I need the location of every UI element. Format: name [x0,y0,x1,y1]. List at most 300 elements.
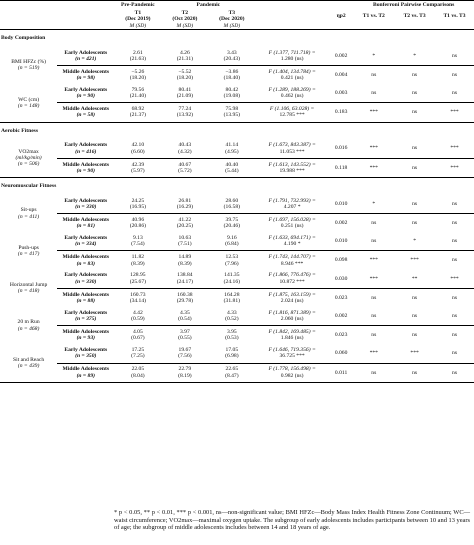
t2-cell [161,214,208,233]
f-value: 1.280 (ns) [280,55,304,62]
section-row [0,29,474,47]
f-stat-cell [255,65,329,84]
t1-t3-cell: ns [435,214,474,233]
t2-sd: (21.31) [176,55,193,62]
measure-n: (n = 411) [18,213,40,220]
t3-sd: (7.96) [225,260,239,267]
msd-label: M (SD) [223,22,241,29]
t2-t3-cell: ns [394,363,435,382]
t1-t2-cell: * [372,200,376,207]
t1-t3-cell: ns [452,52,458,59]
t1-header: T1 (Dec 2019) [125,10,151,23]
f-stat: F (1.673, 843.387) = [268,142,316,149]
measure-n: (n = 519) [17,65,40,72]
f-value: 12.785 *** [279,112,305,119]
t3-sd: (4.95) [225,148,239,155]
table-row [0,47,474,66]
msd-label: M (SD) [129,22,147,29]
t1-t3-cell: *** [450,145,459,152]
t2-mean: 80.41 [178,86,192,93]
t1-mean: 68.92 [131,106,145,113]
group-label [57,251,114,270]
table-row [0,288,474,307]
t3-mean: 164.28 [224,291,240,298]
f-stat-cell [255,251,329,270]
f-stat: F (1.816, 871.389) = [268,309,316,316]
f-value: 11.053 *** [279,148,305,155]
eta-cell: 0.002 [329,214,354,233]
t2-t3-cell: *** [394,251,435,270]
f-stat: F (1.791, 732.993) = [268,197,316,204]
t2-cell [161,158,208,177]
t1-t3-cell: ns [452,90,458,97]
t3-cell [208,158,255,177]
f-value: 19.988 *** [279,167,305,174]
f-stat: F (1.613, 143.552) = [268,161,316,168]
group-name: Middle Adolescents [62,254,110,261]
t1-t3-cell: ns [435,288,474,307]
table-row [0,103,474,122]
t3-mean: 17.05 [225,347,239,354]
t2-cell [161,270,208,289]
t1-t3-cell: *** [450,275,459,282]
table-row [0,214,474,233]
t1-t2-cell: ns [353,363,394,382]
f-value: 36.725 *** [279,353,305,360]
table-row [0,344,474,363]
table-footnote: * p < 0.05, ** p < 0.01, *** p < 0.001, ns—non-significant value; BMI HFZc—Body Mass Index Health Fitness Zone Continuum; WC—waist circumference; VO2max—maximal oxygen uptake. The subgroup of early adolescents includes participants between 10 and 13 years of age; the subgroup of middle adolescents includes between 14 and 18 years of age. [114,509,470,532]
group-n: (n = 83) [76,260,95,267]
t1-mean: 4.05 [132,329,143,336]
t2-sd: (8.39) [178,260,192,267]
table-row [0,232,474,251]
t1-t2-cell: ns [371,238,377,245]
measure-n: (n = 506) [17,161,40,168]
eta-cell: 0.023 [329,326,354,345]
group-label [57,326,114,345]
t1-mean: 17.25 [131,347,145,354]
t1-t3-cell: ns [452,350,458,357]
t1-cell [114,140,161,159]
t2-t3-header: T2 vs. T3 [403,13,426,20]
t1-cell [114,288,161,307]
eta-cell: 0.023 [329,288,354,307]
t3-sd: (19.08) [223,93,240,100]
t1-sd: (8.39) [131,260,145,267]
section-title: Aerobic Fitness [0,122,474,140]
section-row [0,177,474,195]
measure-name: WC (cm) [18,96,40,103]
group-name: Early Adolescents [64,142,108,149]
table-row [0,270,474,289]
t1-mean: 24.25 [131,197,145,204]
group-n: (n = 330) [75,278,97,285]
group-n: (n = 98) [76,75,95,82]
section-title: Neuromuscular Fitness [0,177,474,195]
t1-t3-cell: ns [435,363,474,382]
group-label [57,195,114,214]
group-n: (n = 58) [76,112,95,119]
f-stat-cell [255,103,329,122]
t3-sd: (16.58) [223,203,240,210]
t3-mean: 39.75 [225,216,239,223]
t2-mean: 160.38 [177,291,193,298]
t3-cell [208,103,255,122]
t2-sd: (7.51) [178,241,192,248]
t1-cell [114,251,161,270]
f-stat-cell [255,158,329,177]
t3-cell [208,270,255,289]
f-value: 4.207 * [283,203,301,210]
t1-t3-cell: *** [435,158,474,177]
f-value: 2.024 (ns) [280,297,304,304]
t1-cell [114,307,161,326]
t3-sd: (13.95) [223,112,240,119]
t3-sd: (18.40) [223,75,240,82]
t3-sd: (20.43) [223,55,240,62]
t2-sd: (8.19) [178,372,192,379]
t1-mean: 9.13 [132,235,143,242]
t1-mean: 79.56 [131,86,145,93]
t2-mean: 4.26 [179,49,190,56]
t3-sd: (6.98) [225,353,239,360]
t3-sd: (20.46) [223,223,240,230]
t3-cell [208,84,255,103]
t2-mean: 3.97 [179,329,190,336]
t1-cell [114,270,161,289]
measure-name: 20 m Run [17,319,40,326]
t2-cell [161,326,208,345]
t3-mean: 141.35 [224,272,240,279]
t2-t3-cell: * [413,238,417,245]
t1-cell [114,158,161,177]
t1-t3-cell: ns [435,326,474,345]
t3-mean: 41.14 [225,142,239,149]
eta-cell: 0.010 [334,238,348,245]
t1-sd: (5.97) [131,167,145,174]
t1-mean: 40.96 [131,216,145,223]
t1-t2-cell: * [372,52,376,59]
group-name: Early Adolescents [64,309,108,316]
group-label [57,103,114,122]
f-stat: F (1.289, 188.269) = [268,86,316,93]
measure-n: (n = 148) [17,102,40,109]
group-n: (n = 334) [75,241,97,248]
t1-cell [114,84,161,103]
t3-cell [208,307,255,326]
t1-t2-cell: *** [369,350,378,357]
group-label [57,344,114,363]
f-stat-cell [255,47,329,66]
t2-mean: 26.81 [178,197,192,204]
bonferroni-header: Bonferroni Pairwise Comparisons [373,2,455,9]
t1-sd: (0.59) [131,316,145,323]
t3-sd: (8.47) [225,372,239,379]
t1-t2-header: T1 vs. T2 [362,13,385,20]
f-stat-cell [255,270,329,289]
f-stat-cell [255,363,329,382]
group-n: (n = 90) [76,93,95,100]
measure-label [0,47,57,84]
group-n: (n = 88) [76,297,95,304]
t1-mean: 11.82 [131,254,145,261]
t1-t2-cell: ns [353,288,394,307]
group-n: (n = 330) [75,203,97,210]
t1-sd: (34.14) [129,297,147,304]
f-stat: F (1.875, 163.159) = [268,291,316,298]
t3-cell [208,344,255,363]
t2-sd: (18.20) [176,75,193,82]
t3-mean: 3.43 [226,49,237,56]
t2-header: T2 (Oct 2020) [172,10,198,23]
t1-t2-cell: ns [371,90,377,97]
t1-t3-cell: ns [452,238,458,245]
t1-t2-cell: *** [353,158,394,177]
group-n: (n = 421) [75,55,97,62]
measure-n: (n = 418) [17,288,40,295]
t1-cell [114,232,161,251]
measure-name: Horizontal Jump [9,282,48,289]
t3-mean: 75.98 [225,106,239,113]
f-stat: F (1.377, 711.718) = [268,49,316,56]
eta-cell: 0.016 [334,145,348,152]
group-label [57,270,114,289]
measure-label [0,344,57,382]
t3-sd: (0.53) [225,335,239,342]
t1-t2-cell: *** [369,145,378,152]
t3-cell [208,363,255,382]
section-title: Body Composition [0,29,474,47]
t2-cell [161,288,208,307]
t2-t3-cell: ns [394,158,435,177]
t1-cell [114,363,161,382]
measure-name: Push-ups [18,244,39,251]
t1-sd: (21.63) [129,55,147,62]
t3-cell [208,140,255,159]
t1-t2-cell: *** [353,103,394,122]
t2-sd: (13.92) [176,112,193,119]
t1-t3-header: T1 vs. T3 [443,13,466,20]
t1-t3-cell: ns [435,251,474,270]
f-value: 0.982 (ns) [280,372,304,379]
t2-cell [161,232,208,251]
f-stat: F (1.633, 694.171) = [268,235,316,242]
f-stat-cell [255,326,329,345]
f-value: 4.190 * [283,241,301,248]
t3-mean: 4.33 [226,309,237,316]
t1-t3-cell: *** [435,103,474,122]
eta-cell: 0.098 [329,251,354,270]
t3-sd: (24.16) [223,278,240,285]
t1-sd: (6.60) [131,148,145,155]
f-stat: F (1.106, 63.028) = [269,106,315,113]
section-row [0,122,474,140]
t3-cell [208,288,255,307]
t1-sd: (0.67) [131,335,145,342]
t2-cell [161,307,208,326]
measure-label [0,84,57,122]
t2-mean: −5.52 [178,68,192,75]
f-value: 1.846 (ns) [280,335,304,342]
t1-cell [114,214,161,233]
t1-sd: (25.67) [129,278,147,285]
t2-cell [161,363,208,382]
group-name: Middle Adolescents [62,68,110,75]
t3-sd: (0.52) [225,316,239,323]
measure-name: VO2max [18,148,39,155]
t2-t3-cell: ns [394,214,435,233]
f-value: 0.462 (ns) [280,93,304,100]
t2-t3-cell: ns [394,103,435,122]
prepandemic-header: Pre-Pandemic [120,2,155,9]
t3-sd: (31.81) [223,297,240,304]
group-label [57,84,114,103]
group-name: Middle Adolescents [62,366,110,373]
t3-mean: 40.40 [225,161,239,168]
t1-sd: (18.20) [129,75,147,82]
table-row [0,140,474,159]
eta-cell: 0.002 [334,312,348,319]
t2-sd: (21.09) [176,93,193,100]
f-value: 0.421 (ns) [280,75,304,82]
t2-cell [161,140,208,159]
t2-t3-cell: ns [412,312,418,319]
msd-label: M (SD) [176,22,194,29]
t2-t3-cell: ns [394,288,435,307]
t2-t3-cell: ns [412,145,418,152]
t2-cell [161,65,208,84]
eta-header: ηp2 [336,13,346,20]
t1-t3-cell: ns [435,65,474,84]
t3-cell [208,326,255,345]
t3-cell [208,65,255,84]
f-stat-cell [255,344,329,363]
t1-t2-cell: ns [371,312,377,319]
t1-sd: (8.04) [131,372,145,379]
t3-cell [208,214,255,233]
f-value: 2.060 (ns) [280,316,304,323]
t2-t3-cell: ** [411,275,418,282]
t2-mean: 40.67 [178,161,192,168]
measure-name: Sit and Reach [13,356,45,363]
t1-t2-cell: ns [353,326,394,345]
group-name: Early Adolescents [64,272,108,279]
t3-cell [208,47,255,66]
table-row [0,195,474,214]
t2-cell [161,47,208,66]
group-label [57,363,114,382]
f-stat: F (1.404, 134.784) = [268,68,316,75]
table-row [0,363,474,382]
t1-sd: (21.40) [129,93,147,100]
t2-sd: (16.29) [176,203,193,210]
measure-n: (n = 417) [17,250,40,257]
measure-label [0,140,57,178]
measure-label [0,195,57,232]
group-name: Middle Adolescents [62,329,110,336]
t3-sd: (5.44) [225,167,239,174]
f-stat-cell [255,307,329,326]
f-stat-cell [255,214,329,233]
t1-sd: (16.95) [129,203,147,210]
t3-mean: −3.86 [225,68,239,75]
eta-cell: 0.003 [334,90,348,97]
t1-cell [114,195,161,214]
group-label [57,232,114,251]
t3-mean: 3.95 [226,329,237,336]
eta-cell: 0.002 [334,52,348,59]
t2-mean: 41.22 [178,216,192,223]
t1-mean: 22.05 [131,366,145,373]
t1-mean: 2.61 [132,49,143,56]
t2-mean: 22.79 [178,366,192,373]
t2-mean: 14.89 [178,254,192,261]
t2-t3-cell: ns [412,200,418,207]
t3-header: T3 (Dec 2020) [219,10,245,23]
t2-sd: (0.55) [178,335,192,342]
f-value: 10.872 *** [279,278,305,285]
t1-mean: 42.10 [131,142,145,149]
t2-t3-cell: ns [412,90,418,97]
group-name: Middle Adolescents [62,291,110,298]
table-row [0,84,474,103]
t2-sd: (4.32) [178,148,192,155]
f-stat: F (1.866, 776.476) = [268,272,316,279]
t2-mean: 138.84 [177,272,193,279]
t2-t3-cell: * [413,52,417,59]
t1-mean: 4.42 [132,309,143,316]
f-stat-cell [255,140,329,159]
t1-cell [114,65,161,84]
group-label [57,140,114,159]
group-name: Middle Adolescents [62,216,110,223]
f-stat-cell [255,288,329,307]
t2-mean: 19.67 [178,347,192,354]
t3-cell [208,232,255,251]
t2-mean: 40.43 [178,142,192,149]
t3-mean: 22.65 [225,366,239,373]
f-value: 8.946 *** [280,260,304,267]
group-name: Middle Adolescents [62,161,110,168]
group-label [57,307,114,326]
t2-cell [161,84,208,103]
f-stat-cell [255,84,329,103]
f-stat: F (1.743, 144.707) = [268,254,316,261]
t3-mean: 9.16 [226,235,237,242]
eta-cell: 0.183 [329,103,354,122]
t2-sd: (5.72) [178,167,192,174]
t1-sd: (7.25) [131,353,145,360]
t3-cell [208,195,255,214]
eta-cell: 0.060 [334,350,348,357]
group-label [57,47,114,66]
t1-mean: 160.73 [130,291,146,298]
t1-cell [114,344,161,363]
table-row [0,307,474,326]
t2-cell [161,103,208,122]
measure-n: (n = 439) [17,363,40,370]
measure-n: (n = 468) [17,325,40,332]
measure-name: BMI HFZc (%) [11,59,46,66]
group-label [57,214,114,233]
t3-mean: 80.42 [225,86,239,93]
t1-sd: (20.86) [129,223,147,230]
t2-mean: 4.35 [179,309,190,316]
t1-cell [114,103,161,122]
measure-label [0,307,57,344]
t2-sd: (29.78) [176,297,193,304]
group-n: (n = 416) [75,148,97,155]
